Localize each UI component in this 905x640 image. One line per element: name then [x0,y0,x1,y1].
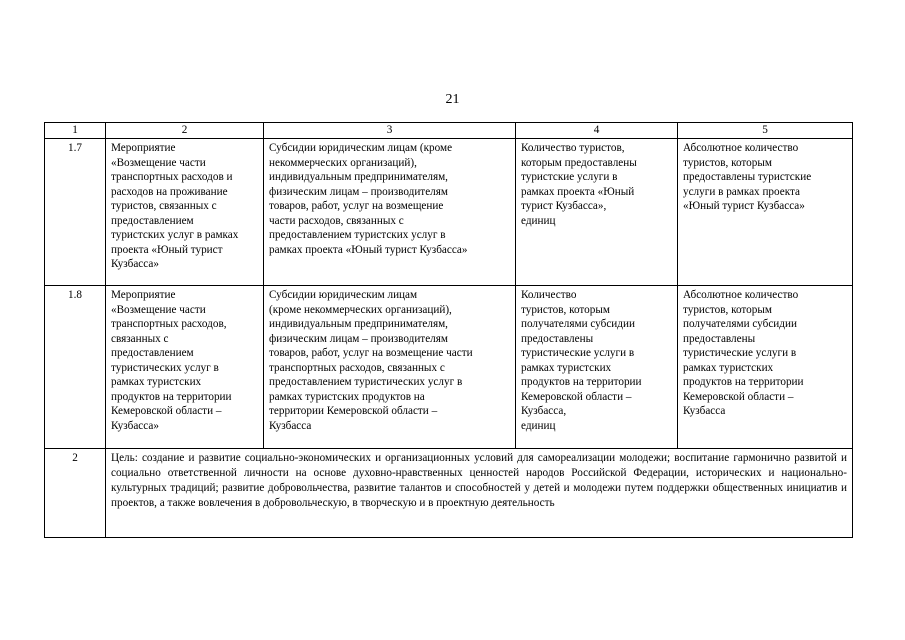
cell-text-line: Кемеровской области – [683,390,794,403]
cell-text-line: «Возмещение части [111,303,206,316]
cell-text-line: Количество туристов, [521,142,625,154]
cell-text-line: расходов на проживание [111,185,228,198]
goal-text-cell: Цель: создание и развитие социально-экономических и организационных условий для самореализации молодежи; воспитание гармонично развитой и социально ответственной личности на основе духовно-нравственных ценностей народов Российской Федерации, исторических и национально-культурных традиций; развитие добровольчества, развитие талантов и способностей у детей и молодежи путем поддержки общественных инициатив и проектов, а также вовлечения в добровольческую, в творческую и в проектную деятельность [106,449,853,538]
cell-text-line: продуктов на территории [111,390,232,403]
cell-text-line: товаров, работ, услуг на возмещение [269,200,444,212]
cell-text-line: продуктов на территории [683,376,804,388]
cell-text-line: физическим лицам – производителям [269,332,448,345]
cell-text-line: получателями субсидии [683,318,797,330]
cell-text-line: транспортных расходов, связанных с [269,361,445,374]
cell-text-line: рамках туристских [111,376,202,388]
document-table [44,122,853,538]
cell-text-line: предоставлены [683,332,756,345]
cell-text-line: физическим лицам – производителям [269,185,448,198]
cell-text-line: связанных с [111,332,169,345]
cell-text-line: предоставлением туристических услуг в [269,376,463,388]
column-header-1: 1 [45,123,106,139]
cell-text-line: рамках туристских [521,361,612,374]
row-number: 2 [45,449,106,538]
cell-text-line: Кузбасса [269,419,312,432]
cell-text-line: Субсидии юридическим лицам (кроме [269,142,453,154]
table-header-row [45,123,853,139]
page-number: 21 [445,92,460,107]
cell-text-line: предоставлением туристских услуг в [269,229,446,241]
cell-text-line: Кузбасса, [521,405,567,417]
cell-text-line: продуктов на территории [521,376,642,388]
table-row [45,449,853,538]
cell-text-line: Кузбасса [683,405,726,417]
cell-text-line: туристов, которым [521,303,610,316]
cell-text-line: туристские услуги в [521,171,618,183]
cell-text-line: которым предоставлены [521,156,637,169]
cell-text-line: Кузбасса» [111,258,159,270]
cell-text-line: предоставлением [111,347,194,359]
calculation-method-cell [678,139,853,286]
cell-text-line: Кемеровской области – [111,405,222,417]
cell-text-line: проекта «Юный турист [111,243,223,256]
cell-text-line: услуги в рамках проекта [683,185,801,198]
column-header-4: 4 [516,123,678,139]
cell-text-line: товаров, работ, услуг на возмещение части [269,347,473,359]
cell-text-line: транспортных расходов, [111,318,227,330]
cell-text-line: предоставлением [111,214,194,227]
cell-text-line: Абсолютное количество [683,142,799,154]
cell-text-line: Кузбасса» [111,419,159,432]
cell-text-line: предоставлены [521,332,594,345]
table-row [45,139,853,286]
cell-text-line: туристов, которым [683,156,772,169]
cell-text-line: Кемеровской области – [521,390,632,403]
cell-text-line: турист Кузбасса», [521,200,607,212]
cell-text-line: туристических услуг в [111,361,219,374]
calculation-method-cell [678,286,853,449]
cell-text-line: рамках проекта «Юный [521,185,635,198]
column-header-5: 5 [678,123,853,139]
column-header-2: 2 [106,123,264,139]
cell-text-line: рамках туристских [683,361,774,374]
cell-text-line: Мероприятие [111,289,176,301]
indicator-cell [516,286,678,449]
cell-text-line: туристов, которым [683,303,772,316]
cell-text-line: части расходов, связанных с [269,214,404,227]
cell-text-line: рамках туристских продуктов на [269,390,425,403]
indicator-cell [516,139,678,286]
cell-text-line: рамках проекта «Юный турист Кузбасса» [269,243,468,256]
cell-text-line: Абсолютное количество [683,289,799,301]
cell-text-line: туристских услуг в рамках [111,229,239,241]
cell-text-line: некоммерческих организаций), [269,156,417,169]
cell-text-line: территории Кемеровской области – [269,405,438,417]
cell-text-line: получателями субсидии [521,318,635,330]
cell-text-line: индивидуальным предпринимателям, [269,318,448,330]
cell-text-line: «Юный турист Кузбасса» [683,200,805,212]
cell-text-line: Мероприятие [111,142,176,154]
cell-text-line: туристические услуги в [683,347,797,359]
cell-text-line: единиц [521,214,556,227]
cell-text-line: транспортных расходов и [111,171,233,183]
table-row [45,286,853,449]
cell-text-line: туристов, связанных с [111,200,217,212]
cell-text-line: (кроме некоммерческих организаций), [269,303,452,316]
event-name-cell [106,286,264,449]
row-number: 1.8 [45,286,106,449]
subsidy-description-cell [264,139,516,286]
column-header-3: 3 [264,123,516,139]
cell-text-line: предоставлены туристские [683,171,812,183]
subsidy-description-cell [264,286,516,449]
cell-text-line: Количество [521,289,577,301]
event-name-cell [106,139,264,286]
row-number: 1.7 [45,139,106,286]
cell-text-line: «Возмещение части [111,156,206,169]
cell-text-line: единиц [521,419,556,432]
cell-text-line: Субсидии юридическим лицам [269,289,418,301]
cell-text-line: индивидуальным предпринимателям, [269,171,448,183]
cell-text-line: туристические услуги в [521,347,635,359]
